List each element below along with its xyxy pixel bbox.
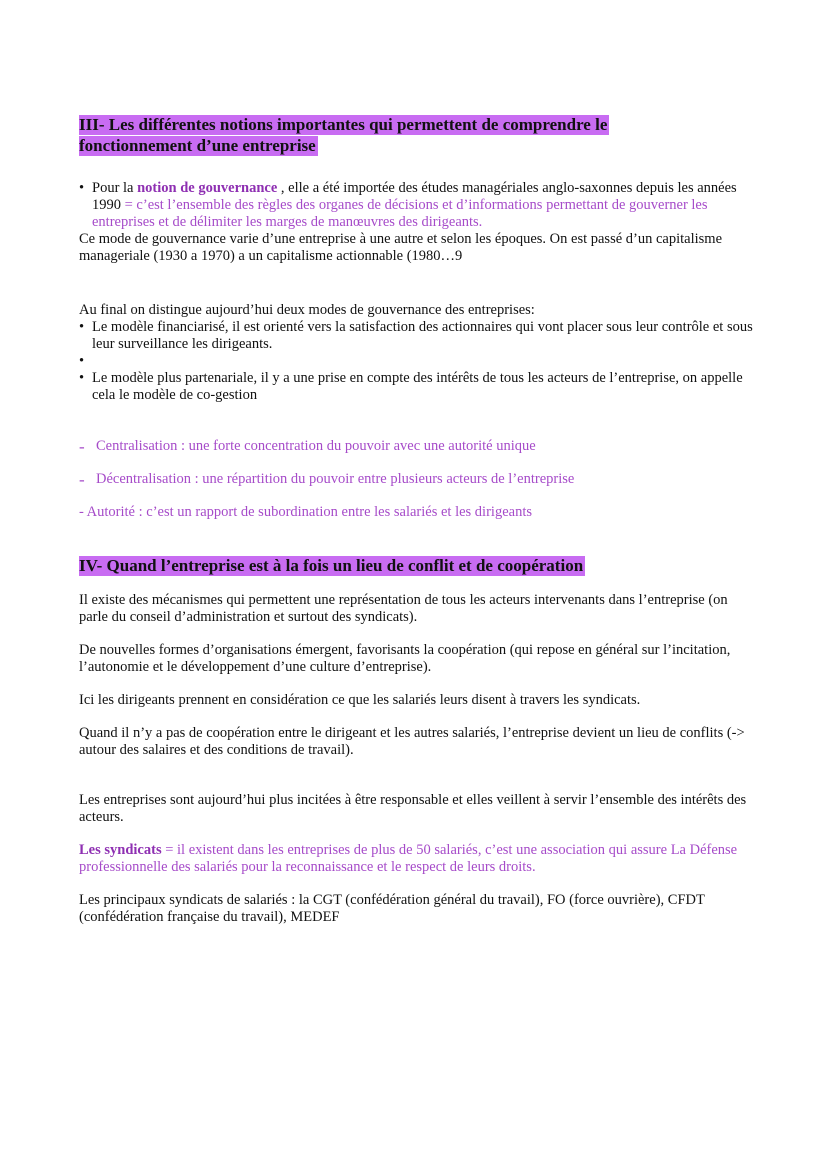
syndicats-term: Les syndicats (79, 842, 162, 858)
paragraph-responsibility: Les entreprises sont aujourd’hui plus incitées à être responsable et elles veillent à servir l’ensemble des intérêts des acteurs. (79, 792, 747, 825)
section-4-heading (79, 555, 759, 576)
centralisation-item (79, 438, 759, 455)
centralisation-text: Centralisation : une forte concentration du pouvoir avec une autorité unique (96, 438, 536, 454)
decentralisation-text: Décentralisation : une répartition du pouvoir entre plusieurs acteurs de l’entreprise (96, 471, 575, 487)
empty-bullet (79, 353, 759, 370)
paragraph-main-unions: Les principaux syndicats de salariés : la CGT (confédération général du travail), FO (force ouvrière), CFDT (confédération française du travail), MEDEF (79, 892, 705, 925)
authority-definition: - Autorité : c’est un rapport de subordination entre les salariés et les dirigeants (79, 504, 532, 520)
governance-list (79, 180, 759, 231)
section-4-heading-text: IV- Quand l’entreprise est à la fois un lieu de conflit et de coopération (79, 556, 584, 575)
governance-definition: = c’est l’ensemble des règles des organes de décisions et d’informations permettant de gouverner les entreprises et de délimiter les marges de manœuvres des dirigeants. (92, 197, 708, 230)
governance-paragraph: Ce mode de gouvernance varie d’une entreprise à une autre et selon les époques. On est passé d’un capitalisme manageriale (1930 a 1970) a un capitalisme actionnable (1980…9 (79, 231, 722, 264)
mode-financialized: • Le modèle financiarisé, il est orienté vers la satisfaction des actionnaires qui vont placer sous leur contrôle et sous leur surveillance les dirigeants. (79, 319, 759, 353)
section-3-heading (79, 114, 759, 156)
syndicats-definition (79, 842, 759, 876)
dash-marker: - (79, 437, 85, 456)
governance-intro: Pour la (92, 180, 138, 196)
section-3-heading-line-2: fonctionnement d’une entreprise (79, 136, 316, 155)
paragraph-new-forms: De nouvelles formes d’organisations émergent, favorisants la coopération (qui repose en général sur l’incitation, l’autonomie et le développement d’une culture d’entreprise). (79, 642, 731, 675)
modes-list (79, 319, 759, 404)
governance-item (79, 180, 759, 231)
governance-term: notion de gouvernance (137, 180, 278, 196)
paragraph-mechanisms: Il existe des mécanismes qui permettent une représentation de tous les acteurs intervenants dans l’entreprise (on parle du conseil d’administration et surtout des syndicats). (79, 592, 728, 625)
dash-marker: - (79, 470, 85, 489)
modes-intro: Au final on distingue aujourd’hui deux modes de gouvernance des entreprises: (79, 302, 535, 318)
section-3-heading-line-1: III- Les différentes notions importantes qui permettent de comprendre le (79, 115, 608, 134)
document-page (79, 114, 759, 926)
mode-partnership: • Le modèle plus partenariale, il y a une prise en compte des intérêts de tous les acteurs de l’entreprise, on appelle cela le modèle de co-gestion (79, 370, 759, 404)
paragraph-conflicts: Quand il n’y a pas de coopération entre le dirigeant et les autres salariés, l’entreprise devient un lieu de conflits (-> autour des salaires et des conditions de travail). (79, 725, 745, 758)
governance-origin: , elle a été importée des études managériales anglo-saxonnes depuis les années 1990 (92, 180, 737, 213)
decentralisation-item (79, 471, 759, 488)
paragraph-leaders: Ici les dirigeants prennent en considération ce que les salariés leurs disent à travers les syndicats. (79, 692, 641, 708)
syndicats-text: = il existent dans les entreprises de plus de 50 salariés, c’est une association qui assure La Défense professionnelle des salariés pour la reconnaissance et le respect de leurs droits. (79, 842, 738, 875)
